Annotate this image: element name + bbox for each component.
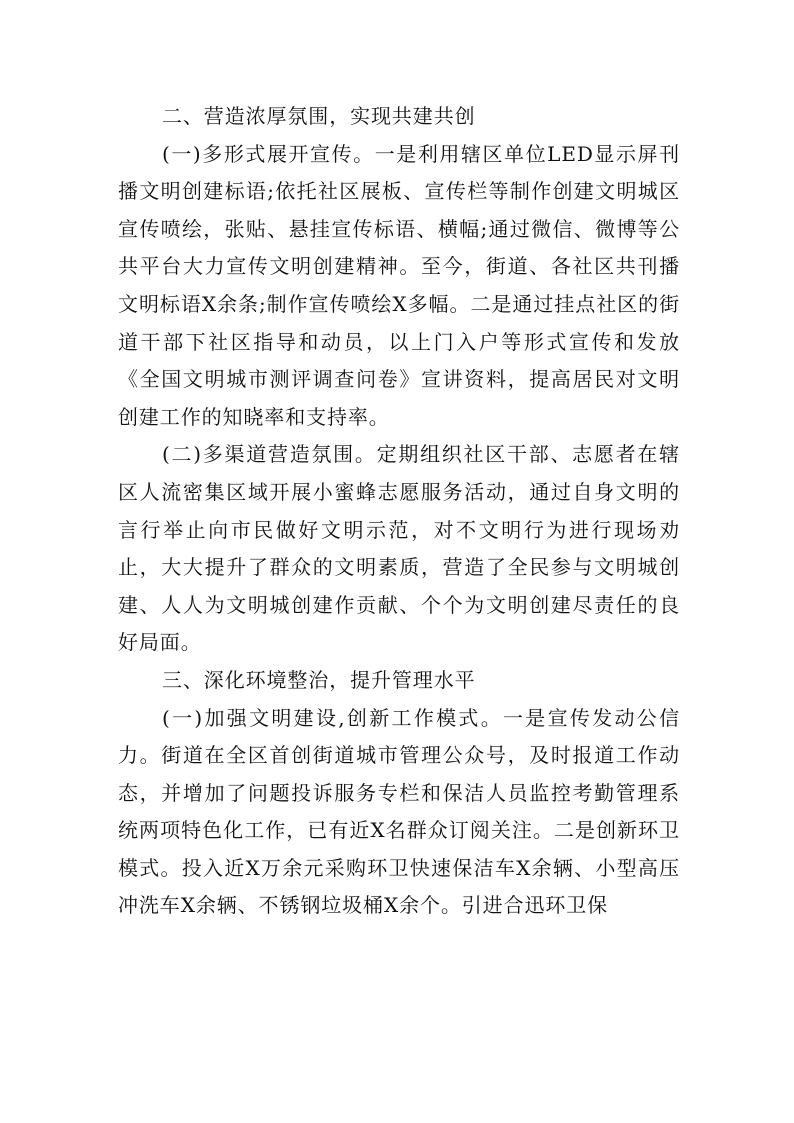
paragraph-publicity: (一)多形式展开宣传。一是利用辖区单位LED显示屏刊播文明创建标语;依托社区展板、宣传栏等制作创建文明城区宣传喷绘，张贴、悬挂宣传标语、横幅;通过微信、微博等公共平台大力宣传文明创建精神。至今，街道、各社区共刊播文明标语X余条;制作宣传喷绘X多幅。二是通过挂点社区的街道干部下社区指导和动员，以上门入户等形式宣传和发放《全国文明城市测评调查问卷》宣讲资料，提高居民对文明创建工作的知晓率和支持率。 [118,141,680,429]
section-heading-3: 三、深化环境整治，提升管理水平 [162,667,476,692]
paragraph-civilization-building: (一)加强文明建设,创新工作模式。一是宣传发动公信力。街道在全区首创街道城市管理公众号，及时报道工作动态，并增加了问题投诉服务专栏和保洁人员监控考勤管理系统两项特色化工作，已有近X名群众订阅关注。二是创新环卫模式。投入近X万余元采购环卫快速保洁车X余辆、小型高压冲洗车X余辆、不锈钢垃圾桶X余个。引进合迅环卫保 [118,705,680,918]
document-body [118,98,680,925]
section-heading-2: 二、营造浓厚氛围，实现共建共创 [162,104,476,128]
paragraph-atmosphere: (二)多渠道营造氛围。定期组织社区干部、志愿者在辖区人流密集区域开展小蜜蜂志愿服务活动，通过自身文明的言行举止向市民做好文明示范，对不文明行为进行现场劝止，大大提升了群众的文明素质，营造了全民参与文明城创建、人人为文明城创建作贡献、个个为文明创建尽责任的良好局面。 [118,442,680,655]
